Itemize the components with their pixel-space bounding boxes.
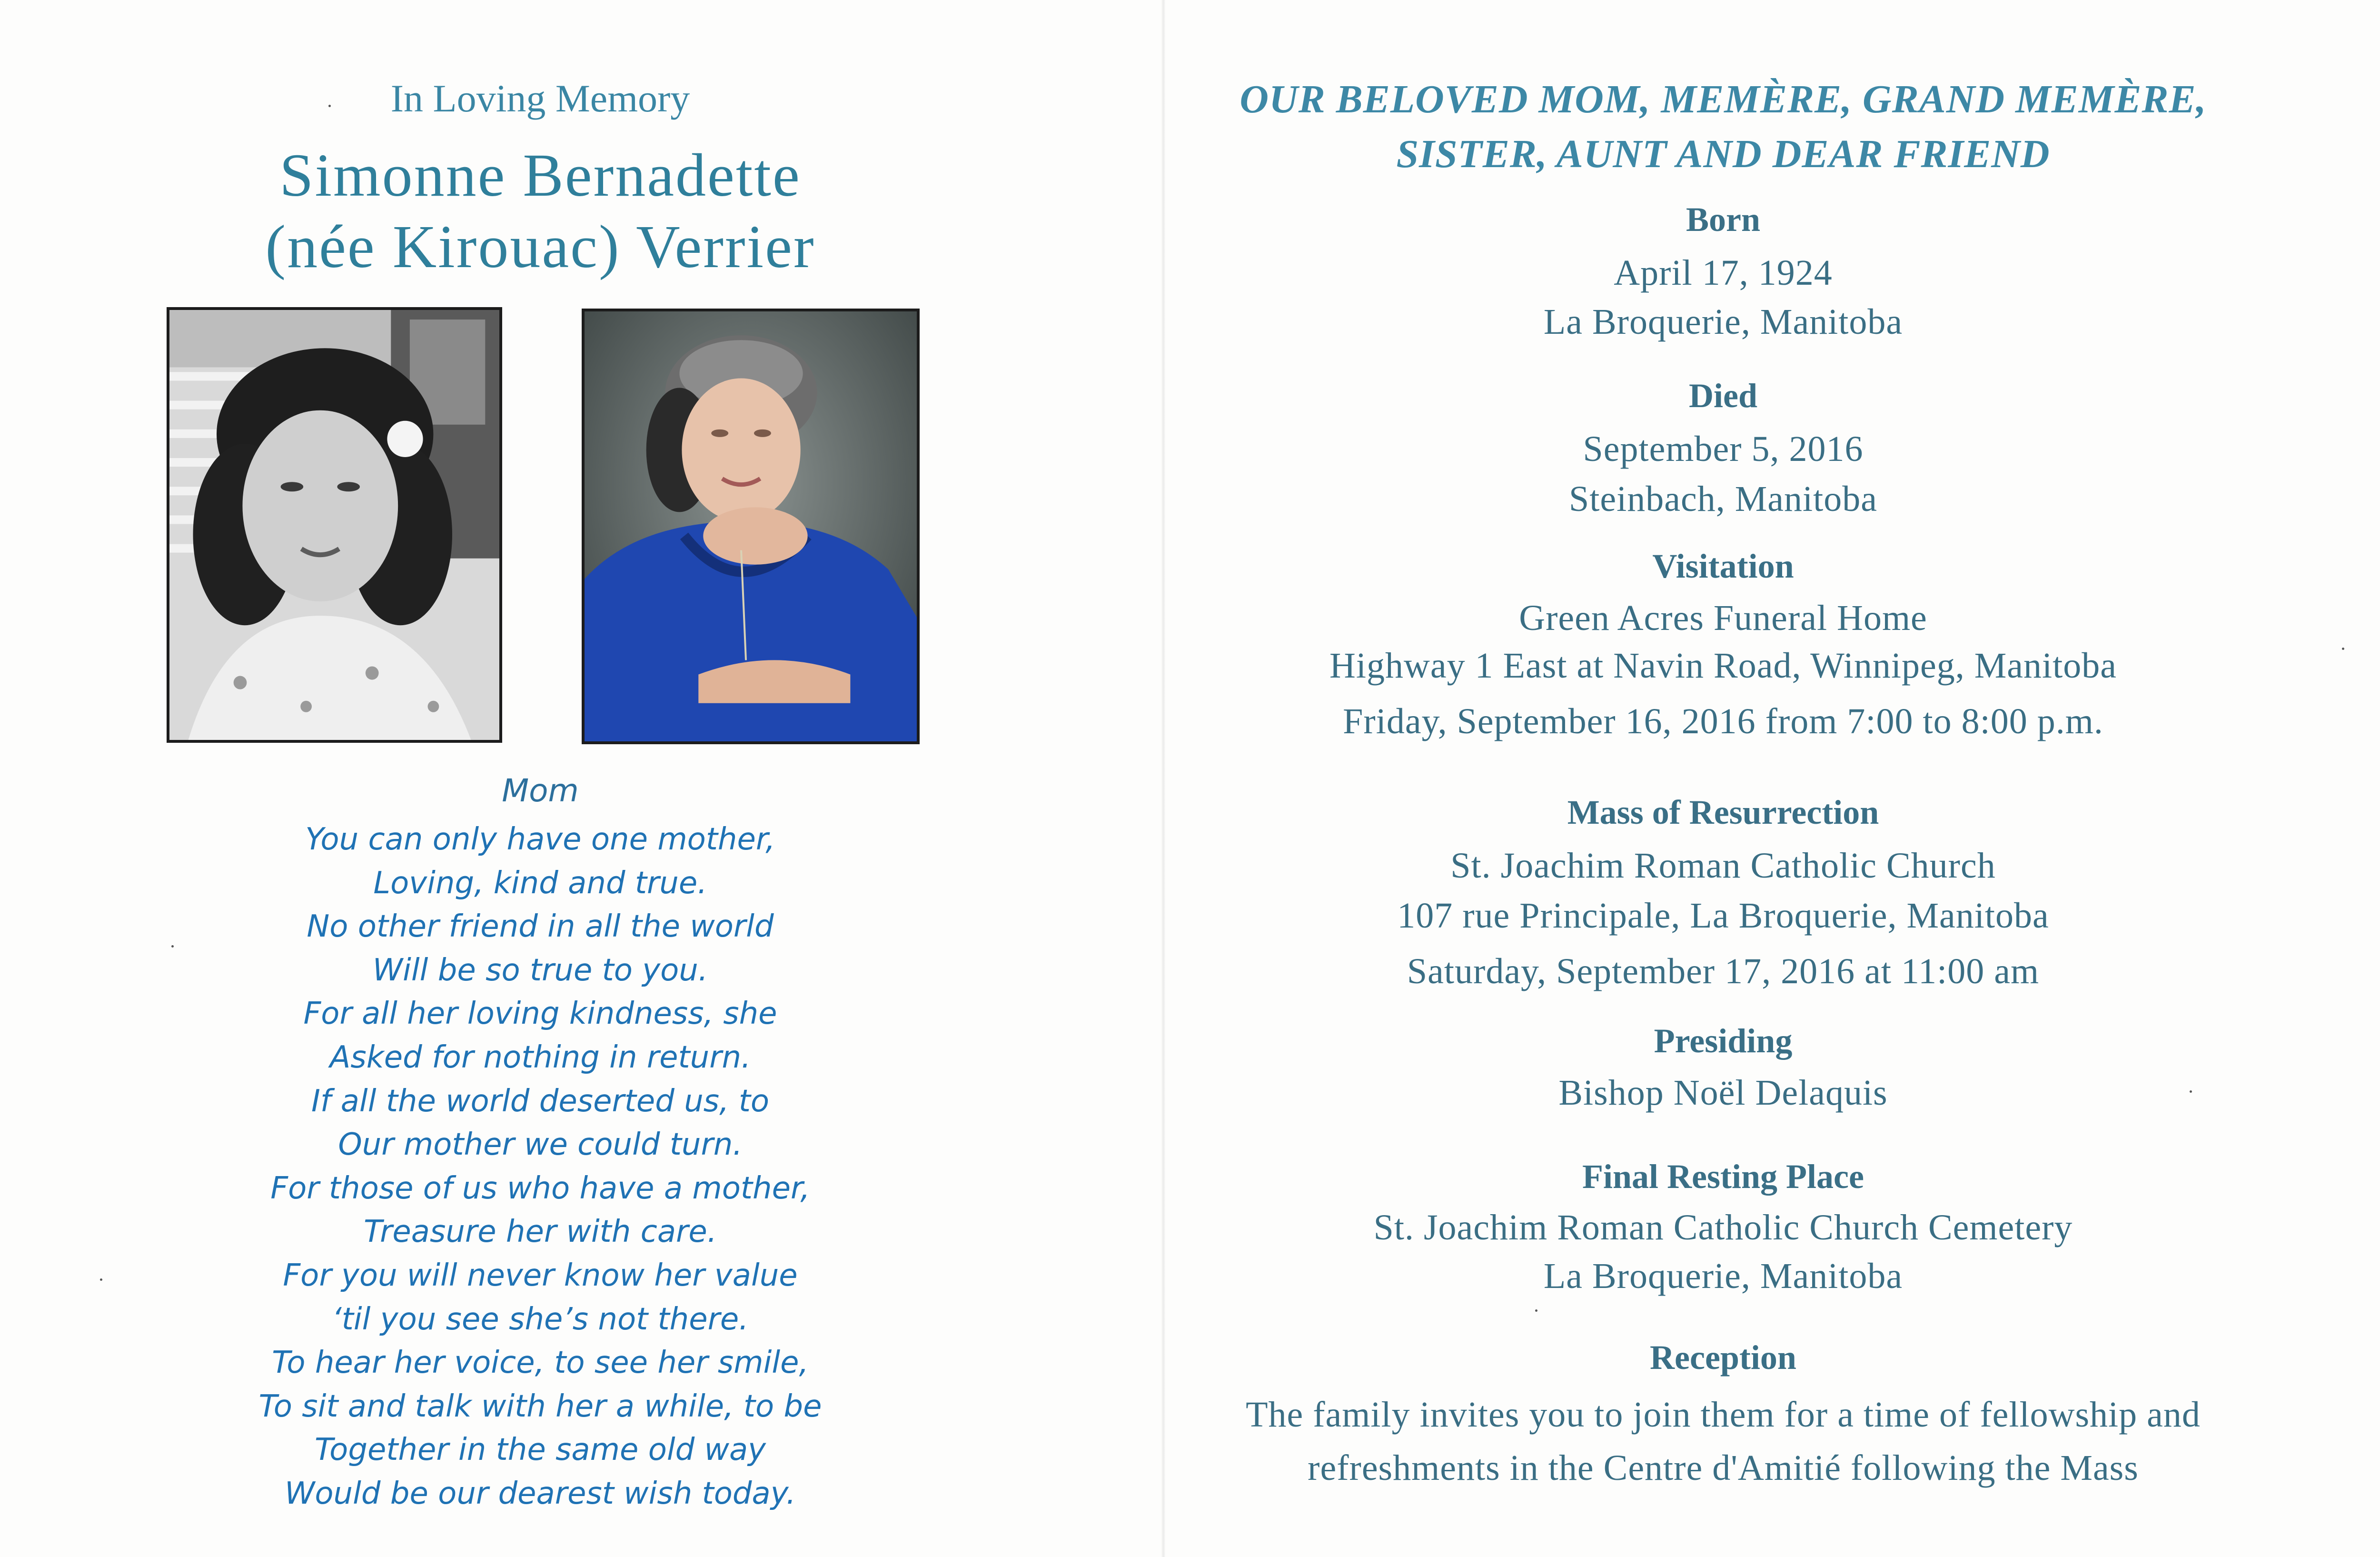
poem-line: To hear her voice, to see her smile, <box>272 1345 809 1381</box>
poem-line: For those of us who have a mother, <box>270 1170 810 1206</box>
poem-line: Will be so true to you. <box>372 952 708 988</box>
poem-line: To sit and talk with her a while, to be <box>258 1388 822 1424</box>
born-place: La Broquerie, Manitoba <box>1543 302 1903 342</box>
young-portrait-photo <box>167 307 502 743</box>
poem-line: ‘til you see she’s not there. <box>332 1301 749 1337</box>
born-date: April 17, 1924 <box>1614 253 1833 293</box>
center-fold <box>1161 0 1165 1557</box>
mass-title: Mass of Resurrection <box>1567 793 1879 831</box>
presiding-officiant: Bishop Noël Delaquis <box>1558 1073 1888 1113</box>
paper-speck <box>1535 1309 1537 1312</box>
born-title: Born <box>1686 200 1761 239</box>
mass-time: Saturday, September 17, 2016 at 11:00 am <box>1407 951 2040 991</box>
poem-verses <box>0 818 1081 1516</box>
poem-line: If all the world deserted us, to <box>311 1083 770 1119</box>
poem-line: Our mother we could turn. <box>338 1127 743 1163</box>
mass-address: 107 rue Principale, La Broquerie, Manitoba <box>1397 896 2049 936</box>
right-panel <box>1171 0 2275 1557</box>
elder-portrait-photo <box>582 309 920 744</box>
poem-line: You can only have one mother, <box>305 822 775 857</box>
elder-portrait-image <box>585 311 917 741</box>
paper-speck <box>100 1278 102 1281</box>
visitation-time: Friday, September 16, 2016 from 7:00 to 8:00 p.m. <box>1343 701 2103 741</box>
poem-title: Mom <box>502 772 579 809</box>
visitation-address: Highway 1 East at Navin Road, Winnipeg, Manitoba <box>1329 646 2117 686</box>
died-date: September 5, 2016 <box>1583 429 1864 469</box>
young-portrait-image <box>169 310 499 740</box>
paper-speck <box>328 105 331 107</box>
poem-line: Treasure her with care. <box>363 1214 717 1250</box>
died-place: Steinbach, Manitoba <box>1569 479 1877 519</box>
poem-line: For you will never know her value <box>283 1258 798 1293</box>
reception-title: Reception <box>1650 1338 1796 1377</box>
visitation-title: Visitation <box>1652 547 1794 585</box>
poem-line: No other friend in all the world <box>307 909 774 945</box>
poem-line: Together in the same old way <box>314 1432 766 1468</box>
died-title: Died <box>1689 377 1757 415</box>
paper-speck <box>171 945 174 948</box>
in-loving-memory-heading: In Loving Memory <box>390 77 690 120</box>
reception-text-line1: The family invites you to join them for a time of fellowship and <box>1246 1395 2201 1435</box>
mass-church: St. Joachim Roman Catholic Church <box>1450 846 1996 886</box>
left-panel <box>0 0 1095 1557</box>
reception-text-line2: refreshments in the Centre d'Amitié following the Mass <box>1308 1448 2139 1488</box>
paper-speck <box>2190 1090 2192 1093</box>
tribute-heading-line1: OUR BELOVED MOM, MEMÈRE, GRAND MEMÈRE, <box>1240 77 2207 121</box>
resting-place-cemetery: St. Joachim Roman Catholic Church Cemetery <box>1373 1208 2073 1248</box>
presiding-title: Presiding <box>1654 1022 1793 1060</box>
resting-place-town: La Broquerie, Manitoba <box>1543 1256 1903 1296</box>
resting-place-title: Final Resting Place <box>1582 1158 1864 1196</box>
poem-line: For all her loving kindness, she <box>303 996 777 1032</box>
visitation-venue: Green Acres Funeral Home <box>1519 598 1927 638</box>
poem-line: Loving, kind and true. <box>373 865 707 901</box>
poem-line: Asked for nothing in return. <box>329 1039 751 1075</box>
deceased-name-line2: (née Kirouac) Verrier <box>265 213 815 280</box>
paper-speck <box>2342 648 2344 650</box>
deceased-name-line1: Simonne Bernadette <box>279 141 801 209</box>
poem-line: Would be our dearest wish today. <box>285 1476 796 1511</box>
tribute-heading-line2: SISTER, AUNT AND DEAR FRIEND <box>1396 132 2050 176</box>
